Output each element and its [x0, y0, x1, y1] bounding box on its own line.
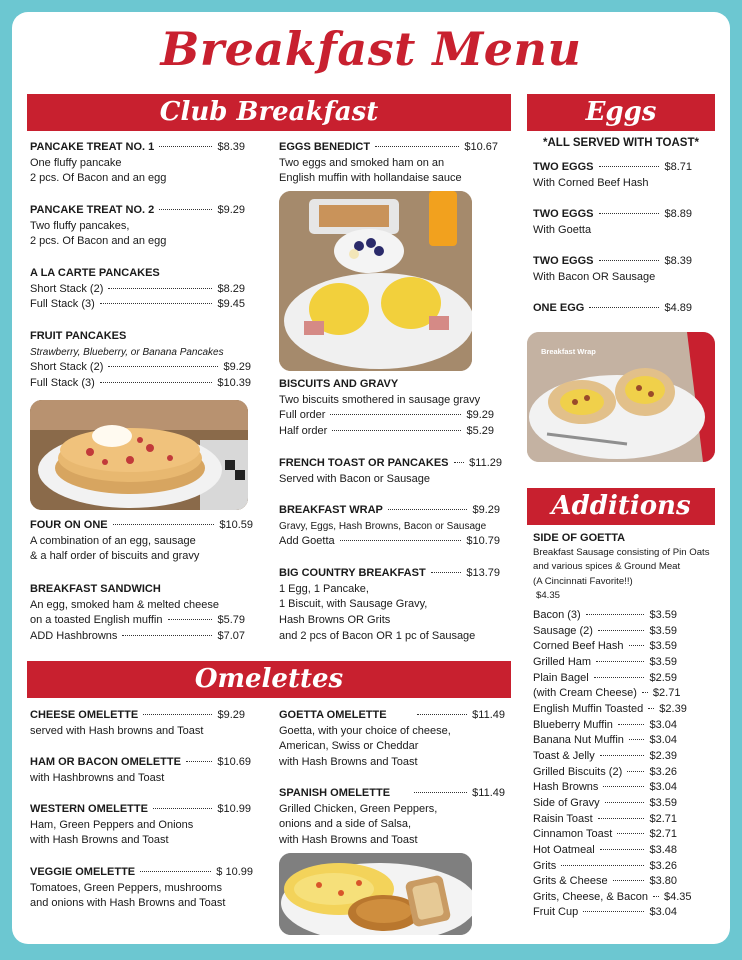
item-desc: One fluffy pancake — [30, 156, 122, 169]
side-of-goetta — [533, 531, 711, 604]
item-desc: served with Hash browns and Toast — [30, 724, 204, 737]
item-price: $3.59 — [649, 796, 677, 809]
item-name: Grilled Ham — [533, 655, 592, 668]
item-desc: With Bacon OR Sausage — [533, 270, 656, 283]
item-price: $2.59 — [649, 671, 677, 684]
additions-list — [533, 608, 692, 921]
addition-item — [533, 639, 677, 655]
item-name: Banana Nut Muffin — [533, 734, 624, 747]
addition-item — [533, 702, 687, 718]
pancake-photo — [30, 400, 248, 510]
item-desc: A combination of an egg, sausage — [30, 534, 196, 547]
item-desc: (A Cincinnati Favorite!!) — [533, 575, 633, 587]
item-price: $9.29 — [217, 709, 245, 721]
item-desc: With Corned Beef Hash — [533, 176, 649, 189]
french-toast-or-pancakes — [279, 456, 502, 487]
item-price: $10.67 — [464, 141, 498, 153]
ham-or-bacon-omelette — [30, 755, 251, 786]
pancake-treat-2 — [30, 203, 245, 250]
item-name: WESTERN OMELETTE — [30, 803, 148, 815]
item-desc: 1 Biscuit, with Sausage Gravy, — [279, 598, 428, 611]
item-price: $11.49 — [472, 709, 505, 721]
eggs-toast-note: *ALL SERVED WITH TOAST* — [543, 137, 699, 149]
eggs-benedict-photo — [279, 191, 472, 371]
big-country-breakfast — [279, 566, 500, 645]
breakfast-wrap — [279, 503, 500, 550]
item-price: $8.39 — [217, 141, 245, 153]
item-name: Grits, Cheese, & Bacon — [533, 890, 648, 903]
item-name: English Muffin Toasted — [533, 702, 644, 715]
option-label: Full Stack (3) — [30, 377, 95, 390]
option-label: Full order — [279, 409, 326, 422]
item-name: Plain Bagel — [533, 671, 589, 684]
item-name: VEGGIE OMELETTE — [30, 866, 136, 878]
item-price: $13.79 — [466, 567, 500, 579]
goetta-omelette — [279, 708, 505, 771]
item-price: $8.39 — [664, 255, 692, 267]
item-price: $11.49 — [472, 787, 505, 799]
item-price: $2.71 — [649, 828, 677, 841]
eggs-benedict — [279, 140, 498, 187]
item-price: $3.59 — [649, 655, 677, 668]
item-name: Blueberry Muffin — [533, 718, 613, 731]
addition-item — [533, 718, 677, 734]
item-desc: with Hash Browns and Toast — [279, 834, 418, 847]
item-desc: with Hash Browns and Toast — [30, 834, 169, 847]
pancake-treat-1 — [30, 140, 245, 187]
addition-item — [533, 827, 677, 843]
item-price: $7.07 — [217, 630, 245, 643]
item-price: $9.29 — [223, 361, 251, 374]
item-price: $4.35 — [536, 590, 561, 601]
option-label: ADD Hashbrowns — [30, 630, 118, 643]
addition-item — [533, 843, 677, 859]
item-price: $10.79 — [466, 535, 500, 548]
addition-item — [533, 608, 677, 624]
item-price: $3.04 — [649, 781, 677, 794]
item-price: $5.79 — [217, 614, 245, 627]
item-name: BISCUITS AND GRAVY — [279, 378, 399, 390]
item-desc: Two eggs and smoked ham on an — [279, 156, 445, 169]
item-price: $9.29 — [472, 504, 500, 516]
breakfast-sandwich — [30, 582, 245, 645]
item-name: Raisin Toast — [533, 812, 593, 825]
item-name: SIDE OF GOETTA — [533, 532, 626, 544]
item-desc: An egg, smoked ham & melted cheese — [30, 598, 219, 611]
addition-item — [533, 780, 677, 796]
menu-title: Breakfast Menu — [160, 22, 582, 76]
addition-item — [533, 686, 681, 702]
item-price: $3.59 — [649, 624, 677, 637]
item-name: BREAKFAST SANDWICH — [30, 583, 161, 595]
eggs-benedict-illustration — [279, 191, 472, 371]
item-desc: Two biscuits smothered in sausage gravy — [279, 393, 481, 406]
item-price: $5.29 — [466, 425, 494, 438]
item-name: SPANISH OMELETTE — [279, 787, 391, 799]
item-desc: American, Swiss or Cheddar — [279, 740, 419, 753]
egg-item-2 — [533, 207, 692, 238]
item-desc: and 2 pcs of Bacon OR 1 pc of Sausage — [279, 629, 476, 642]
item-price: $10.39 — [217, 377, 251, 390]
item-desc: with Hash Browns and Toast — [279, 756, 418, 769]
pancake-illustration — [30, 400, 248, 510]
item-desc: with Hashbrowns and Toast — [30, 771, 165, 784]
item-name: Side of Gravy — [533, 796, 600, 809]
item-desc: Goetta, with your choice of cheese, — [279, 724, 451, 737]
spanish-omelette — [279, 786, 505, 849]
item-price: $2.71 — [649, 812, 677, 825]
item-name: Corned Beef Hash — [533, 640, 624, 653]
addition-item — [533, 874, 677, 890]
item-name: EGGS BENEDICT — [279, 141, 371, 153]
item-name: FRENCH TOAST OR PANCAKES — [279, 457, 449, 469]
addition-item — [533, 812, 677, 828]
item-name: Sausage (2) — [533, 624, 593, 637]
item-name: Grits & Cheese — [533, 875, 608, 888]
item-price: $3.80 — [649, 875, 677, 888]
item-price: $8.29 — [217, 282, 245, 295]
club-breakfast-banner: Club Breakfast — [27, 94, 511, 131]
addition-item — [533, 796, 677, 812]
item-price: $10.59 — [219, 519, 253, 531]
item-desc: Gravy, Eggs, Hash Browns, Bacon or Sausage — [279, 520, 487, 532]
addition-item — [533, 655, 677, 671]
option-label: Add Goetta — [279, 535, 335, 548]
western-omelette — [30, 802, 251, 849]
item-name: GOETTA OMELETTE — [279, 709, 387, 721]
item-name: Cinnamon Toast — [533, 828, 613, 841]
option-label: Short Stack (2) — [30, 361, 104, 374]
item-name: CHEESE OMELETTE — [30, 709, 139, 721]
option-label: Full Stack (3) — [30, 298, 95, 311]
addition-item — [533, 624, 677, 640]
item-name: PANCAKE TREAT NO. 2 — [30, 204, 155, 216]
item-desc: onions and a side of Salsa, — [279, 818, 412, 831]
fruit-pancakes — [30, 329, 251, 392]
addition-item — [533, 733, 677, 749]
omelette-illustration — [279, 853, 472, 935]
item-price: $9.29 — [466, 409, 494, 422]
a-la-carte-pancakes — [30, 266, 245, 313]
item-price: $3.26 — [649, 859, 677, 872]
item-desc: With Goetta — [533, 223, 592, 236]
item-name: Grits — [533, 859, 557, 872]
item-name: TWO EGGS — [533, 255, 594, 267]
addition-item — [533, 749, 677, 765]
item-name: FOUR ON ONE — [30, 519, 108, 531]
item-price: $9.29 — [217, 204, 245, 216]
item-price: $2.39 — [649, 749, 677, 762]
item-name: Fruit Cup — [533, 906, 579, 919]
item-price: $2.39 — [659, 702, 687, 715]
item-desc: and various spices & Ground Meat — [533, 561, 681, 572]
item-name: Hot Oatmeal — [533, 843, 595, 856]
omelettes-banner: Omelettes — [27, 661, 511, 698]
item-name: PANCAKE TREAT NO. 1 — [30, 141, 155, 153]
item-price: $4.89 — [664, 302, 692, 314]
item-price: $3.59 — [649, 609, 677, 621]
addition-item — [533, 671, 677, 687]
item-name: ONE EGG — [533, 302, 585, 314]
egg-item-1 — [533, 160, 692, 191]
item-desc: 2 pcs. Of Bacon and an egg — [30, 172, 167, 185]
item-name: BIG COUNTRY BREAKFAST — [279, 567, 426, 579]
item-desc: Ham, Green Peppers and Onions — [30, 818, 194, 831]
item-desc: Hash Browns OR Grits — [279, 614, 391, 627]
item-name: A LA CARTE PANCAKES — [30, 267, 160, 279]
item-price: $8.71 — [664, 161, 692, 173]
item-price: $ 10.99 — [216, 866, 253, 878]
item-price: $3.59 — [649, 640, 677, 653]
item-desc: Grilled Chicken, Green Peppers, — [279, 802, 438, 815]
item-price: $3.04 — [649, 734, 677, 747]
item-price: $9.45 — [217, 298, 245, 311]
egg-item-4 — [533, 301, 692, 317]
item-price: $4.35 — [663, 890, 692, 903]
omelette-photo — [279, 853, 472, 935]
item-desc: Breakfast Sausage consisting of Pin Oats — [533, 546, 710, 558]
addition-item — [533, 890, 692, 906]
item-name: TWO EGGS — [533, 161, 594, 173]
option-label: Half order — [279, 425, 328, 438]
item-name: Hash Browns — [533, 781, 599, 794]
biscuits-and-gravy — [279, 377, 494, 440]
item-desc: Two fluffy pancakes, — [30, 219, 130, 232]
item-desc: Served with Bacon or Sausage — [279, 472, 431, 485]
egg-item-3 — [533, 254, 692, 285]
addition-item — [533, 765, 677, 781]
item-name: TWO EGGS — [533, 208, 594, 220]
item-note: Strawberry, Blueberry, or Banana Pancakes — [30, 346, 224, 358]
item-desc: Tomatoes, Green Peppers, mushrooms — [30, 881, 222, 894]
item-desc: 2 pcs. Of Bacon and an egg — [30, 235, 167, 248]
item-desc: on a toasted English muffin — [30, 614, 163, 627]
item-name: (with Cream Cheese) — [533, 687, 637, 700]
item-name: FRUIT PANCAKES — [30, 330, 127, 342]
item-price: $8.89 — [664, 208, 692, 220]
item-price: $11.29 — [469, 457, 502, 469]
item-price: $2.71 — [652, 687, 681, 700]
item-price: $3.04 — [649, 718, 677, 731]
item-price: $3.04 — [649, 906, 677, 919]
additions-banner: Additions — [527, 488, 715, 525]
option-label: Short Stack (2) — [30, 282, 104, 295]
addition-item — [533, 905, 677, 921]
addition-item — [533, 859, 677, 875]
item-desc: 1 Egg, 1 Pancake, — [279, 582, 369, 595]
item-desc: & a half order of biscuits and gravy — [30, 550, 200, 563]
eggs-banner: Eggs — [527, 94, 715, 131]
item-price: $3.26 — [649, 765, 677, 778]
item-name: Toast & Jelly — [533, 749, 595, 762]
cheese-omelette — [30, 708, 245, 739]
item-desc: and onions with Hash Browns and Toast — [30, 897, 226, 910]
item-name: Bacon (3) — [533, 609, 581, 621]
item-price: $10.69 — [217, 756, 251, 768]
four-on-one — [30, 518, 253, 565]
veggie-omelette — [30, 865, 253, 912]
item-name: HAM OR BACON OMELETTE — [30, 756, 181, 768]
item-name: Grilled Biscuits (2) — [533, 765, 623, 778]
breakfast-wrap-photo-label: Breakfast Wrap — [541, 347, 596, 356]
item-name: BREAKFAST WRAP — [279, 504, 383, 516]
item-price: $10.99 — [217, 803, 251, 815]
item-price: $3.48 — [649, 843, 677, 856]
item-desc: English muffin with hollandaise sauce — [279, 172, 462, 185]
